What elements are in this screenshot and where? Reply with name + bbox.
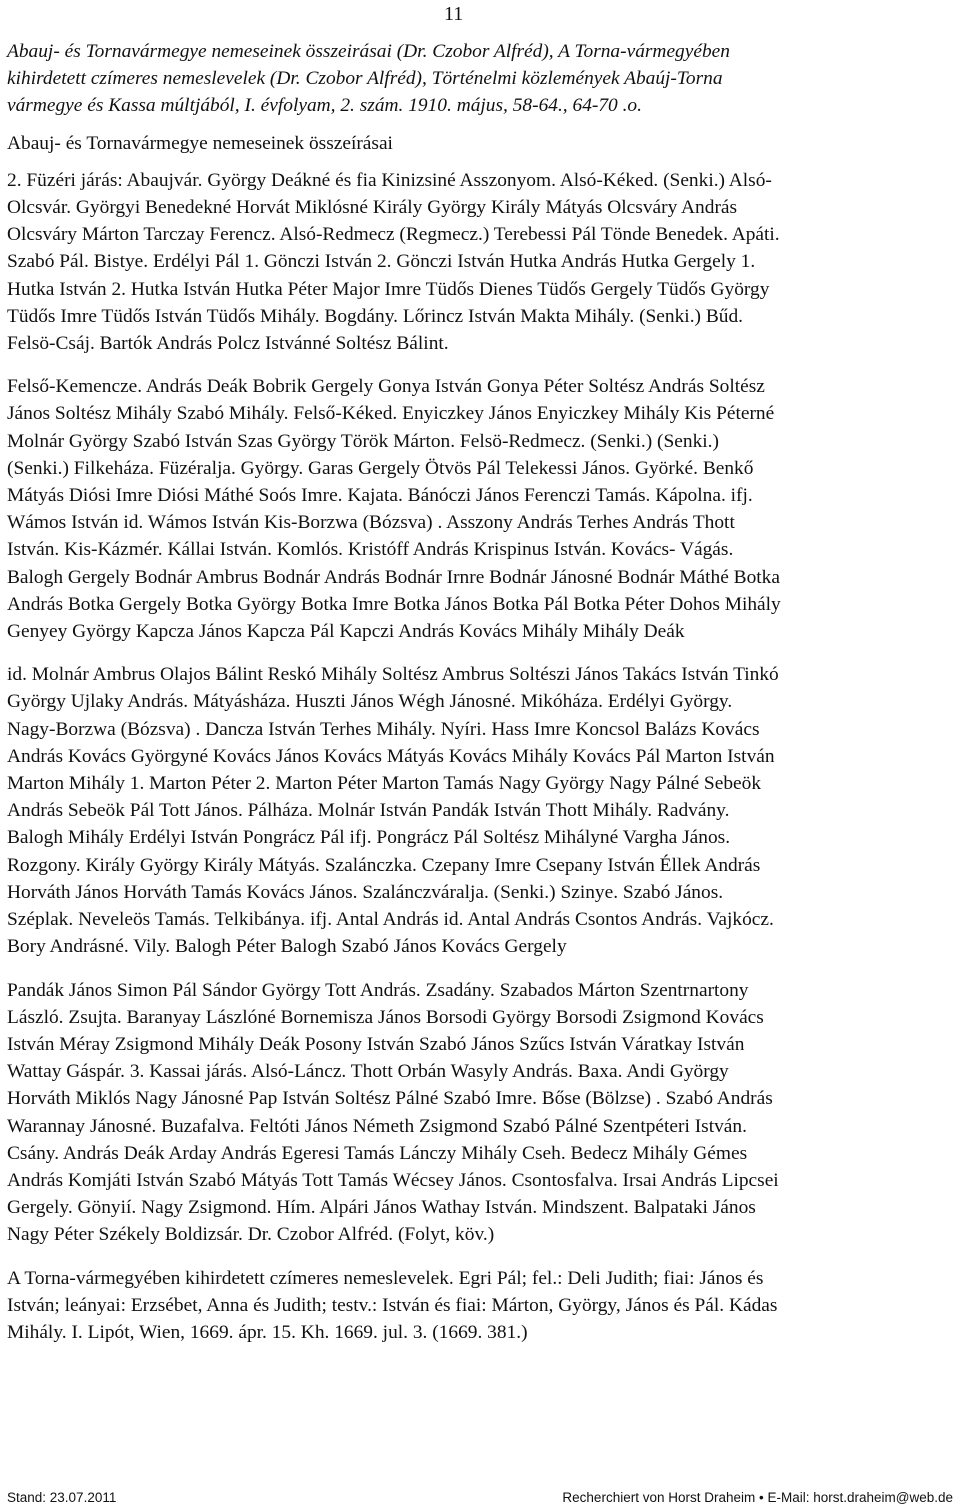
text-line: Bory Andrásné. Vily. Balogh Péter Balogh Szabó János Kovács Gergely [7, 936, 567, 958]
text-line: Wámos István id. Wámos István Kis-Borzwa (Bózsva) . Asszony András Terhes András Thott [7, 512, 735, 534]
text-line: István Méray Zsigmond Mihály Deák Posony István Szabó János Szűcs István Váratkay István [7, 1033, 745, 1055]
text-line: Genyey György Kapcza János Kapcza Pál Kapczi András Kovács Mihály Mihály Deák [7, 621, 685, 643]
text-line: Horváth Miklós Nagy Jánosné Pap István Soltész Pálné Szabó Imre. Bőse (Bölzse) . Szabó András [7, 1088, 773, 1110]
text-line: István; leányai: Erzsébet, Anna és Judith; testv.: István és fiai: Márton, György, János és Pál. Kádas [7, 1294, 778, 1316]
paragraph-pandak-janos [7, 977, 953, 1249]
text-line: Gergely. Gönyií. Nagy Zsigmond. Hím. Alpári János Wathay István. Mindszent. Balpataki János [7, 1197, 756, 1219]
text-line: György Ujlaky András. Mátyásháza. Huszti János Wégh Jánosné. Mikóháza. Erdélyi György. [7, 691, 733, 713]
text-line: János Soltész Mihály Szabó Mihály. Felső-Kéked. Enyiczkey János Enyiczkey Mihály Kis Péterné [7, 403, 775, 425]
text-line: Felső-Kemencze. András Deák Bobrik Gergely Gonya István Gonya Péter Soltész András Soltész [7, 376, 765, 398]
source-citation [7, 38, 953, 120]
text-line: Balogh Mihály Erdélyi István Pongrácz Pál ifj. Pongrácz Pál Soltész Mihályné Vargha János. [7, 827, 731, 849]
footer-date: Stand: 23.07.2011 [7, 1490, 117, 1505]
paragraph-torna-nemeslevelek [7, 1265, 953, 1347]
text-line: Hutka István 2. Hutka István Hutka Péter Major Imre Tüdős Dienes Tüdős Gergely Tüdős György [7, 278, 770, 300]
page-number: 11 [444, 3, 464, 25]
text-line: Széplak. Neveleös Tamás. Telkibánya. ifj. Antal András id. Antal András Csontos András. Vajkócz. [7, 909, 774, 931]
text-line: Warannay Jánosné. Buzafalva. Feltóti János Németh Zsigmond Szabó Pálné Szentpéteri István. [7, 1115, 747, 1137]
text-line: András Komjáti István Szabó Mátyás Tott Tamás Wécsey János. Csontosfalva. Irsai András Lipcsei [7, 1169, 779, 1191]
text-line: Pandák János Simon Pál Sándor György Tott András. Zsadány. Szabados Márton Szentrnartony [7, 979, 749, 1001]
text-line: Mihály. I. Lipót, Wien, 1669. ápr. 15. Kh. 1669. jul. 3. (1669. 381.) [7, 1321, 528, 1343]
text-line: Csány. András Deák Arday András Egeresi Tamás Lánczy Mihály Cseh. Bedecz Mihály Gémes [7, 1142, 748, 1164]
text-line: András Kovács Györgyné Kovács János Kovács Mátyás Kovács Mihály Kovács Pál Marton István [7, 745, 775, 767]
text-line: Horváth János Horváth Tamás Kovács János. Szalánczváralja. (Senki.) Szinye. Szabó János. [7, 881, 724, 903]
text-line: Balogh Gergely Bodnár Ambrus Bodnár András Bodnár Irnre Bodnár Jánosné Bodnár Máthé Botka [7, 566, 780, 588]
text-line: Marton Mihály 1. Marton Péter 2. Marton Péter Marton Tamás Nagy György Nagy Pálné Sebeök [7, 773, 762, 795]
text-line: Olcsvár. Györgyi Benedekné Horvát Miklósné Király György Király Mátyás Olcsváry András [7, 197, 738, 219]
text-line: Nagy-Borzwa (Bózsva) . Dancza István Terhes Mihály. Nyíri. Hass Imre Koncsol Balázs Kovács [7, 718, 760, 740]
text-line: Tüdős Imre Tüdős István Tüdős Mihály. Bogdány. Lőrincz István Makta Mihály. (Senki.) Bűd. [7, 305, 744, 327]
text-line: Mátyás Diósi Imre Diósi Máthé Soós Imre. Kajata. Bánóczi János Ferenczi Tamás. Kápolna. ifj. [7, 485, 753, 507]
text-line: Olcsváry Márton Tarczay Ferencz. Alsó-Redmecz (Regmecz.) Terebessi Pál Tönde Benedek. Apáti. [7, 224, 780, 246]
paragraph-fuzeri-jaras [7, 167, 953, 357]
text-line: András Sebeök Pál Tott János. Pálháza. Molnár István Pandák István Thott Mihály. Radvány. [7, 800, 730, 822]
text-line: Abauj- és Tornavármegye nemeseinek összeirásai (Dr. Czobor Alfréd), A Torna-vármegyében [7, 41, 730, 62]
document-body [7, 38, 953, 1346]
text-line: László. Zsujta. Baranyay Lászlóné Bornemisza János Borsodi György Borsodi Zsigmond Kovács [7, 1006, 764, 1028]
paragraph-felso-kemencze [7, 373, 953, 645]
text-line: kihirdetett czímeres nemeslevelek (Dr. Czobor Alfréd), Történelmi közlemények Abaúj-Torna [7, 68, 723, 90]
text-line: Abauj- és Tornavármegye nemeseinek összeírásai [7, 132, 393, 154]
text-line: Nagy Péter Székely Boldizsár. Dr. Czobor Alfréd. (Folyt, köv.) [7, 1224, 495, 1246]
text-line: A Torna-vármegyében kihirdetett czímeres nemeslevelek. Egri Pál; fel.: Deli Judith; fiai: János és [7, 1267, 764, 1289]
text-line: Rozgony. Király György Király Mátyás. Szalánczka. Czepany Imre Csepany István Éllek András [7, 854, 761, 876]
text-line: vármegye és Kassa múltjából, I. évfolyam, 2. szám. 1910. május, 58-64., 64-70 .o. [7, 95, 642, 117]
text-line: Felsö-Csáj. Bartók András Polcz Istvánné Soltész Bálint. [7, 333, 449, 355]
text-line: Szabó Pál. Bistye. Erdélyi Pál 1. Gönczi István 2. Gönczi István Hutka András Hutka Gergely 1. [7, 251, 756, 273]
text-line: István. Kis-Kázmér. Kállai István. Komlós. Kristóff András Krispinus István. Kovács- Vágás. [7, 539, 734, 561]
text-line: András Botka Gergely Botka György Botka Imre Botka János Botka Pál Botka Péter Dohos Mihály [7, 593, 781, 615]
text-line: Molnár György Szabó István Szas György Török Márton. Felsö-Redmecz. (Senki.) (Senki.) [7, 430, 719, 452]
paragraph-molnar-ambrus [7, 661, 953, 960]
text-line: Wattay Gáspár. 3. Kassai járás. Alsó-Láncz. Thott Orbán Wasyly András. Baxa. Andi György [7, 1061, 729, 1083]
footer-author: Recherchiert von Horst Draheim • E-Mail: horst.draheim@web.de [562, 1490, 953, 1505]
text-line: id. Molnár Ambrus Olajos Bálint Reskó Mihály Soltész Ambrus Soltészi János Takács István Tinkó [7, 664, 779, 686]
section-heading [7, 130, 953, 157]
text-line: (Senki.) Filkeháza. Füzéralja. György. Garas Gergely Ötvös Pál Telekessi János. Györké. Benkő [7, 457, 754, 479]
text-line: 2. Füzéri járás: Abaujvár. György Deákné és fia Kinizsiné Asszonyom. Alsó-Kéked. (Senki.) Alsó- [7, 169, 772, 191]
